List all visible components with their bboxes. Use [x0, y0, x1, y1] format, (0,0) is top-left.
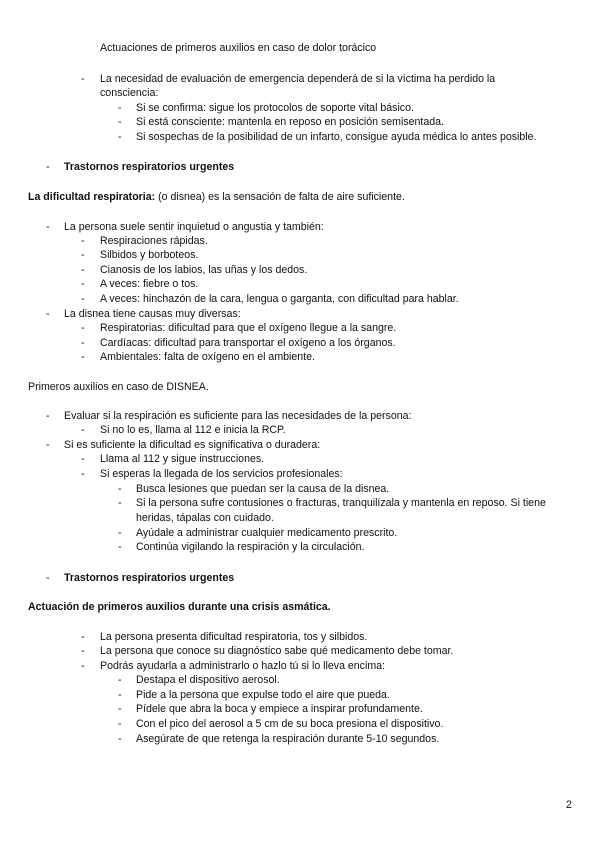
list-item: Respiratorias: dificultad para que el oxígeno llegue a la sangre.: [100, 322, 397, 334]
page-number: 2: [565, 799, 572, 811]
bullet-dash: -: [81, 293, 85, 305]
list-item: Si la persona sufre contusiones o fracturas, tranquilízala y mantenla en reposo. Si tiene: [136, 497, 546, 509]
list-item: Continúa vigilando la respiración y la circulación.: [136, 541, 365, 553]
bullet-dash: -: [81, 453, 85, 465]
list-item: Ayúdale a administrar cualquier medicamento prescrito.: [136, 527, 398, 539]
bullet-dash: -: [81, 424, 85, 436]
list-item: Evaluar si la respiración es suficiente para las necesidades de la persona:: [64, 410, 412, 422]
bullet-dash: -: [118, 497, 122, 509]
list-item: Si está consciente: mantenla en reposo en posición semisentada.: [136, 116, 444, 128]
bullet-dash: -: [118, 689, 122, 701]
bullet-dash: -: [81, 337, 85, 349]
list-item: Silbidos y borboteos.: [100, 249, 199, 261]
bullet-dash: -: [118, 116, 122, 128]
list-item: Destapa el dispositivo aerosol.: [136, 674, 280, 686]
definition-term: La dificultad respiratoria:: [28, 191, 156, 203]
list-item: Si se confirma: sigue los protocolos de soporte vital básico.: [136, 102, 414, 114]
bullet-dash: -: [46, 410, 50, 422]
list-item: Ambientales: falta de oxígeno en el ambiente.: [100, 351, 315, 363]
bullet-dash: -: [46, 439, 50, 451]
list-item: Si es suficiente la dificultad es significativa o duradera:: [64, 439, 321, 451]
definition-paragraph: [28, 191, 405, 204]
list-item: A veces: fiebre o tos.: [100, 278, 199, 290]
list-item: Podrás ayudarla a administrarlo o hazlo tú si lo lleva encima:: [100, 660, 385, 672]
section-title-dolor-toracico: Actuaciones de primeros auxilios en caso de dolor torácico: [100, 42, 377, 54]
bullet-dash: -: [81, 351, 85, 363]
list-item-continuation: consciencia:: [100, 87, 159, 99]
bullet-dash: -: [46, 161, 50, 173]
bullet-dash: -: [81, 631, 85, 643]
bullet-dash: -: [81, 660, 85, 672]
bullet-dash: -: [118, 131, 122, 143]
section-heading: Trastornos respiratorios urgentes: [64, 572, 235, 584]
bullet-dash: -: [81, 264, 85, 276]
bullet-dash: -: [81, 235, 85, 247]
list-item: La persona suele sentir inquietud o angustia y también:: [64, 221, 324, 233]
bullet-dash: -: [81, 645, 85, 657]
list-item: Asegúrate de que retenga la respiración durante 5-10 segundos.: [136, 733, 440, 745]
list-item: La disnea tiene causas muy diversas:: [64, 308, 241, 320]
list-item: Cardíacas: dificultad para transportar el oxígeno a los órganos.: [100, 337, 396, 349]
list-item: Pide a la persona que expulse todo el aire que pueda.: [136, 689, 390, 701]
list-item: La persona que conoce su diagnóstico sabe qué medicamento debe tomar.: [100, 645, 454, 657]
bullet-dash: -: [118, 733, 122, 745]
list-item: Llama al 112 y sigue instrucciones.: [100, 453, 265, 465]
bullet-dash: -: [81, 322, 85, 334]
bullet-dash: -: [46, 572, 50, 584]
bullet-dash: -: [118, 102, 122, 114]
section-title-asma: Actuación de primeros auxilios durante una crisis asmática.: [28, 601, 331, 613]
list-item: Si sospechas de la posibilidad de un infarto, consigue ayuda médica lo antes posible.: [136, 131, 537, 143]
section-title-disnea: Primeros auxilios en caso de DISNEA.: [28, 381, 209, 393]
list-item: La persona presenta dificultad respiratoria, tos y silbidos.: [100, 631, 368, 643]
list-item: La necesidad de evaluación de emergencia dependerá de si la víctima ha perdido la: [100, 73, 496, 85]
bullet-dash: -: [118, 483, 122, 495]
bullet-dash: -: [118, 718, 122, 730]
list-item: Busca lesiones que puedan ser la causa de la disnea.: [136, 483, 390, 495]
bullet-dash: -: [81, 468, 85, 480]
definition-text: (o disnea) es la sensación de falta de aire suficiente.: [155, 191, 405, 203]
bullet-dash: -: [118, 674, 122, 686]
bullet-dash: -: [118, 541, 122, 553]
list-item: Pídele que abra la boca y empiece a inspirar profundamente.: [136, 703, 423, 715]
list-item: A veces: hinchazón de la cara, lengua o garganta, con dificultad para hablar.: [100, 293, 459, 305]
bullet-dash: -: [46, 221, 50, 233]
bullet-dash: -: [46, 308, 50, 320]
list-item: Respiraciones rápidas.: [100, 235, 208, 247]
list-item: Si no lo es, llama al 112 e inicia la RCP.: [100, 424, 286, 436]
list-item: Con el pico del aerosol a 5 cm de su boca presiona el dispositivo.: [136, 718, 444, 730]
bullet-dash: -: [81, 73, 85, 85]
bullet-dash: -: [118, 527, 122, 539]
bullet-dash: -: [81, 278, 85, 290]
bullet-dash: -: [81, 249, 85, 261]
section-heading: Trastornos respiratorios urgentes: [64, 161, 235, 173]
list-item: Si esperas la llegada de los servicios profesionales:: [100, 468, 343, 480]
list-item-continuation: heridas, tápalas con cuidado.: [136, 512, 274, 524]
list-item: Cianosis de los labios, las uñas y los dedos.: [100, 264, 308, 276]
bullet-dash: -: [118, 703, 122, 715]
